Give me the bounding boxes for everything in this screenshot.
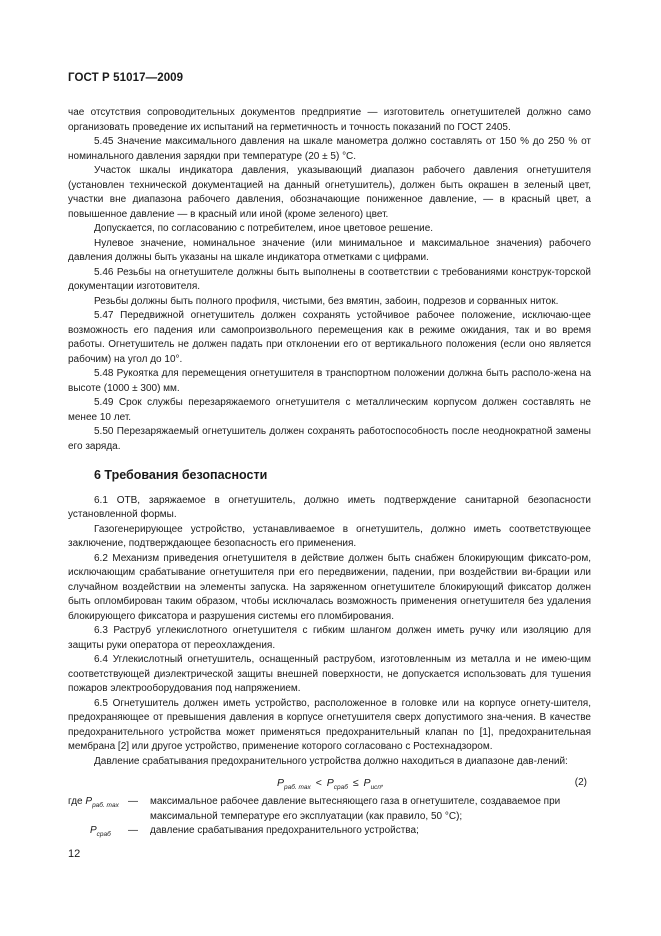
paragraph: Давление срабатывания предохранительного устройства должно находиться в диапазоне дав-лений: <box>94 755 568 767</box>
paragraph: Нулевое значение, номинальное значение (или минимальное и максимальное значения) рабочего давления должны быть указаны на шкале индикатора отметками с цифрами. <box>68 237 591 263</box>
formula-subscript: сраб <box>333 784 348 792</box>
formula-operator: < <box>315 777 322 789</box>
formula-subscript: раб. max <box>284 784 311 792</box>
where-description: давление срабатывания предохранительного устройства; <box>150 825 419 836</box>
document-body <box>68 106 591 843</box>
formula <box>277 776 384 796</box>
paragraph: 5.49 Срок службы перезаряжаемого огнетушителя с металлическим корпусом должен составлять не менее 10 лет. <box>68 397 591 423</box>
paragraph: 5.47 Передвижной огнетушитель должен сохранять устойчивое рабочее положение, исключаю-щее возможность его падения или самопроизвольного перемещения как в режиме ожидания, так и во время работы. Огнетушитель не должен падать при отклонении его от вертикального положения (если оно является рабочим) на угол до 10°. <box>68 310 591 365</box>
formula-symbol: P <box>363 777 371 789</box>
paragraph: 6.1 ОТВ, заряжаемое в огнетушитель, должно иметь подтверждение санитарной безопасности установленной формы. <box>68 494 591 520</box>
safety-requirements-block <box>68 494 591 770</box>
paragraph: 6.3 Раструб углекислотного огнетушителя с гибким шлангом должен иметь ручку или изоляцию для защиты руки оператора от переохлаждения. <box>68 625 591 651</box>
paragraph: 5.50 Перезаряжаемый огнетушитель должен сохранять работоспособность после неоднократной замены его заряда. <box>68 426 591 452</box>
requirements-block-5 <box>68 106 591 454</box>
where-dash: — <box>128 825 138 836</box>
paragraph: Резьбы должны быть полного профиля, чистыми, без вмятин, забоин, подрезов и сорванных ниток. <box>94 295 559 307</box>
formula-row <box>68 773 591 793</box>
paragraph: Участок шкалы индикатора давления, указывающий диапазон рабочего давления огнетушителя (установлен технической документацией на данный огнетушитель), должен быть окрашен в зеленый цвет, участки вне диапазона рабочего давления, обозначающие пониженное давление, — в красный цвет, а повышенное давление — в красный или иной (кроме зеленого) цвет. <box>68 165 591 220</box>
formula-subscript: исп <box>370 784 382 792</box>
where-lead: где <box>68 796 83 807</box>
where-dash: — <box>128 796 138 807</box>
paragraph: 6.4 Углекислотный огнетушитель, оснащенный раструбом, изготовленным из металла и не имею-щим соответствующей диэлектрической защиты внешней поверхности, не допускается использовать для тушения пожаров электрооборудования под напряжением. <box>68 654 591 694</box>
paragraph: 5.46 Резьбы на огнетушителе должны быть выполнены в соответствии с требованиями конструк-торской документации изготовителя. <box>68 266 591 292</box>
paragraph: Газогенерирующее устройство, устанавливаемое в огнетушитель, должно иметь соответствующее заключение, подтверждающее безопасность его применения. <box>68 523 591 549</box>
formula-number: (2) <box>574 777 587 788</box>
formula-symbol: P <box>277 777 285 789</box>
formula-operator: ≤ <box>352 777 359 789</box>
paragraph: Допускается, по согласованию с потребителем, иное цветовое решение. <box>94 223 434 234</box>
page-number: 12 <box>68 848 81 860</box>
formula-tail: , <box>381 777 384 789</box>
formula-symbol: P <box>326 777 334 789</box>
paragraph: 5.45 Значение максимального давления на шкале манометра должно составлять от 150 % до 250 % от номинального давления зарядки при температуре (20 ± 5) °С. <box>68 136 591 162</box>
where-symbol: $P_{сраб}$ <box>90 825 111 838</box>
where-symbol: $P_{раб. max}$ <box>85 796 119 809</box>
where-row-2-symbol <box>68 824 128 843</box>
where-description: максимальное рабочее давление вытесняющего газа в огнетушителе, создаваемое при максимальной температуре его эксплуатации (как правило, 50 °С); <box>150 796 561 822</box>
paragraph: чае отсутствия сопроводительных документов предприятие — изготовитель огнетушителей должно само организовать проведение их испытаний на герметичность и точность показаний по ГОСТ 2405. <box>68 107 591 133</box>
document-header-code: ГОСТ Р 51017—2009 <box>68 72 184 84</box>
paragraph: 5.48 Рукоятка для перемещения огнетушителя в транспортном положении должна быть располо-жена на высоте (1000 ± 300) мм. <box>68 368 591 394</box>
paragraph: 6.5 Огнетушитель должен иметь устройство, расположенное в головке или на корпусе огнету-шителя, предохраняющее от превышения давления в корпусе огнетушителя сверх допустимого зна-чения. В качестве предохранительного устройства может применяться предохранительный клапан по [1], предохранительная мембрана [2] или другое устройство, применение которого согласовано с Ростехнадзором. <box>68 697 591 752</box>
section-title: 6 Требования безопасности <box>94 468 268 482</box>
where-legend <box>68 795 591 843</box>
paragraph: 6.2 Механизм приведения огнетушителя в действие должен быть снабжен блокирующим фиксато-ром, исключающим срабатывание огнетушителя при его передвижении, падении, при воздействии ви-брации или случайном воздействии на элементы запуска. На заряженном огнетушителе блокирующий фиксатор должен быть опломбирован таким образом, чтобы исключалась возможность применения огнетушителя без удаления блокирующего фиксатора и разрушения системы его пломбирования. <box>68 552 591 622</box>
where-row-1-symbol <box>68 795 128 824</box>
